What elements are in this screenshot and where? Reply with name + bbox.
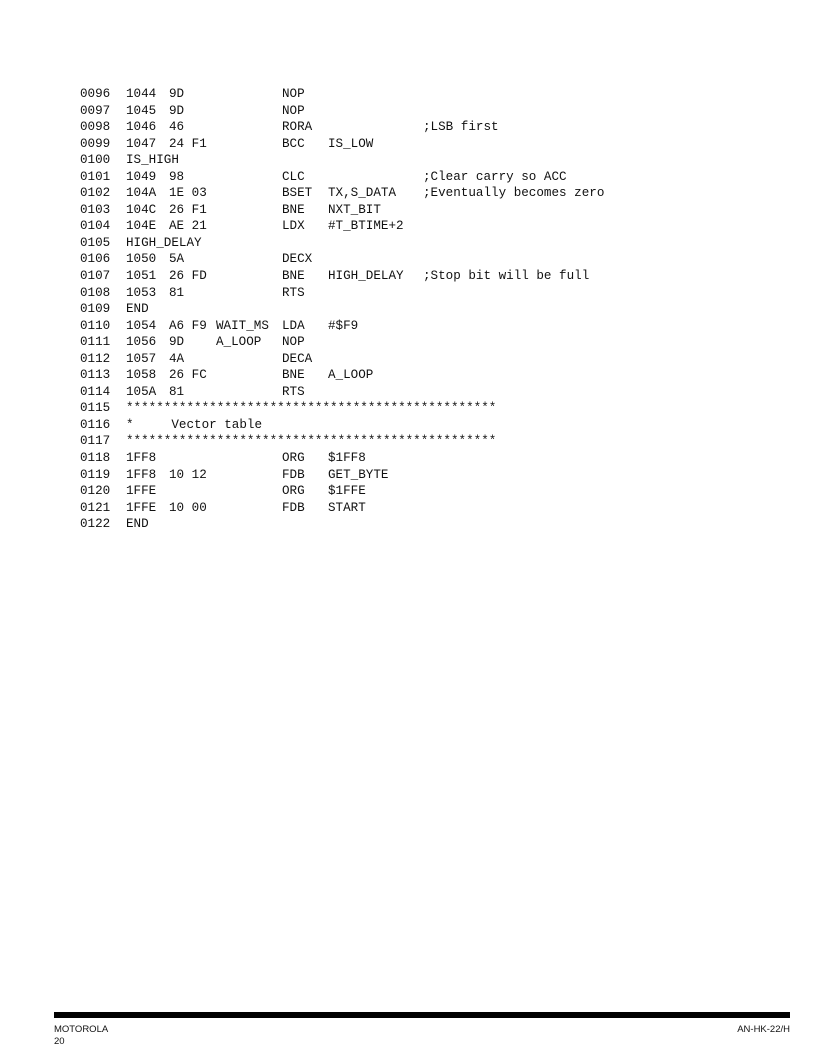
line-number: 0111 — [80, 335, 111, 350]
operand: NXT_BIT — [328, 202, 381, 217]
operand: A_LOOP — [328, 368, 374, 383]
line-content: IS_HIGH — [126, 153, 179, 168]
code-label: WAIT_MS — [216, 318, 269, 333]
mnemonic: CLC — [282, 169, 305, 184]
address: 1050 — [126, 252, 157, 267]
line-number: 0112 — [80, 351, 111, 366]
address: 1FF8 — [126, 467, 157, 482]
opcode-bytes: 24 F1 — [169, 136, 207, 151]
mnemonic: ORG — [282, 451, 305, 466]
opcode-bytes: 9D — [169, 87, 185, 101]
opcode-bytes: 5A — [169, 252, 185, 267]
line-number: 0119 — [80, 467, 111, 482]
footer-company: MOTOROLA — [54, 1024, 109, 1035]
address: 1051 — [126, 269, 157, 284]
opcode-bytes: 98 — [169, 169, 185, 184]
line-number: 0116 — [80, 417, 111, 432]
line-content: END — [126, 302, 149, 317]
operand: IS_LOW — [328, 136, 374, 151]
address: 1058 — [126, 368, 157, 383]
address: 1FFE — [126, 500, 157, 515]
operand: $1FFE — [328, 484, 366, 499]
line-number: 0117 — [80, 434, 111, 449]
operand: GET_BYTE — [328, 467, 389, 482]
address: 1053 — [126, 285, 157, 300]
line-number: 0110 — [80, 318, 111, 333]
mnemonic: BNE — [282, 368, 305, 383]
address: 1045 — [126, 103, 157, 118]
line-number: 0105 — [80, 235, 111, 250]
operand: TX,S_DATA — [328, 186, 397, 201]
mnemonic: BSET — [282, 186, 313, 201]
opcode-bytes: 26 FC — [169, 368, 207, 383]
line-number: 0118 — [80, 451, 111, 466]
mnemonic: ORG — [282, 484, 305, 499]
footer-rule — [54, 1012, 790, 1018]
line-number: 0108 — [80, 285, 111, 300]
opcode-bytes: 9D — [169, 335, 185, 350]
mnemonic: BNE — [282, 269, 305, 284]
address: 104E — [126, 219, 157, 234]
address: 1049 — [126, 169, 157, 184]
mnemonic: FDB — [282, 500, 305, 515]
line-content: END — [126, 517, 149, 532]
mnemonic: LDA — [282, 318, 305, 333]
mnemonic: BNE — [282, 202, 305, 217]
line-number: 0104 — [80, 219, 111, 234]
address: 1047 — [126, 136, 157, 151]
mnemonic: LDX — [282, 219, 305, 234]
opcode-bytes: 9D — [169, 103, 185, 118]
line-content: * Vector table — [126, 417, 263, 432]
line-number: 0098 — [80, 120, 111, 135]
line-number: 0114 — [80, 384, 111, 399]
line-number: 0106 — [80, 252, 111, 267]
comment: ;Stop bit will be full — [423, 269, 590, 284]
line-number: 0097 — [80, 103, 111, 118]
line-content: ************************************************* — [126, 401, 497, 416]
address: 105A — [126, 384, 157, 399]
operand: $1FF8 — [328, 451, 366, 466]
opcode-bytes: 46 — [169, 120, 185, 135]
operand: START — [328, 500, 366, 515]
operand: HIGH_DELAY — [328, 269, 404, 284]
document-id: AN-HK-22/H — [737, 1024, 790, 1035]
opcode-bytes: 4A — [169, 351, 185, 366]
mnemonic: DECA — [282, 351, 313, 366]
mnemonic: RORA — [282, 120, 313, 135]
opcode-bytes: 1E 03 — [169, 186, 207, 201]
opcode-bytes: 26 FD — [169, 269, 207, 284]
comment: ;Eventually becomes zero — [423, 186, 605, 201]
opcode-bytes: 26 F1 — [169, 202, 207, 217]
address: 1FFE — [126, 484, 157, 499]
operand: #$F9 — [328, 318, 359, 333]
line-number: 0115 — [80, 401, 111, 416]
address: 1046 — [126, 120, 157, 135]
address: 1044 — [126, 87, 157, 101]
mnemonic: DECX — [282, 252, 313, 267]
address: 104A — [126, 186, 157, 201]
line-number: 0113 — [80, 368, 111, 383]
opcode-bytes: 81 — [169, 384, 185, 399]
address: 1056 — [126, 335, 157, 350]
mnemonic: NOP — [282, 87, 305, 101]
line-content: HIGH_DELAY — [126, 235, 202, 250]
line-number: 0109 — [80, 302, 111, 317]
opcode-bytes: 10 00 — [169, 500, 207, 515]
line-number: 0103 — [80, 202, 111, 217]
address: 1054 — [126, 318, 157, 333]
code-label: A_LOOP — [216, 335, 262, 350]
opcode-bytes: 10 12 — [169, 467, 207, 482]
mnemonic: NOP — [282, 335, 305, 350]
line-number: 0100 — [80, 153, 111, 168]
line-number: 0101 — [80, 169, 111, 184]
address: 1057 — [126, 351, 157, 366]
line-number: 0120 — [80, 484, 111, 499]
mnemonic: FDB — [282, 467, 305, 482]
opcode-bytes: 81 — [169, 285, 185, 300]
line-number: 0121 — [80, 500, 111, 515]
opcode-bytes: AE 21 — [169, 219, 207, 234]
page-number: 20 — [54, 1036, 65, 1047]
line-number: 0099 — [80, 136, 111, 151]
mnemonic: RTS — [282, 285, 305, 300]
comment: ;LSB first — [423, 120, 499, 135]
address: 1FF8 — [126, 451, 157, 466]
mnemonic: NOP — [282, 103, 305, 118]
line-number: 0102 — [80, 186, 111, 201]
comment: ;Clear carry so ACC — [423, 169, 567, 184]
mnemonic: BCC — [282, 136, 305, 151]
line-number: 0096 — [80, 87, 111, 101]
line-content: ************************************************* — [126, 434, 497, 449]
mnemonic: RTS — [282, 384, 305, 399]
line-number: 0107 — [80, 269, 111, 284]
line-number: 0122 — [80, 517, 111, 532]
operand: #T_BTIME+2 — [328, 219, 404, 234]
opcode-bytes: A6 F9 — [169, 318, 207, 333]
address: 104C — [126, 202, 157, 217]
